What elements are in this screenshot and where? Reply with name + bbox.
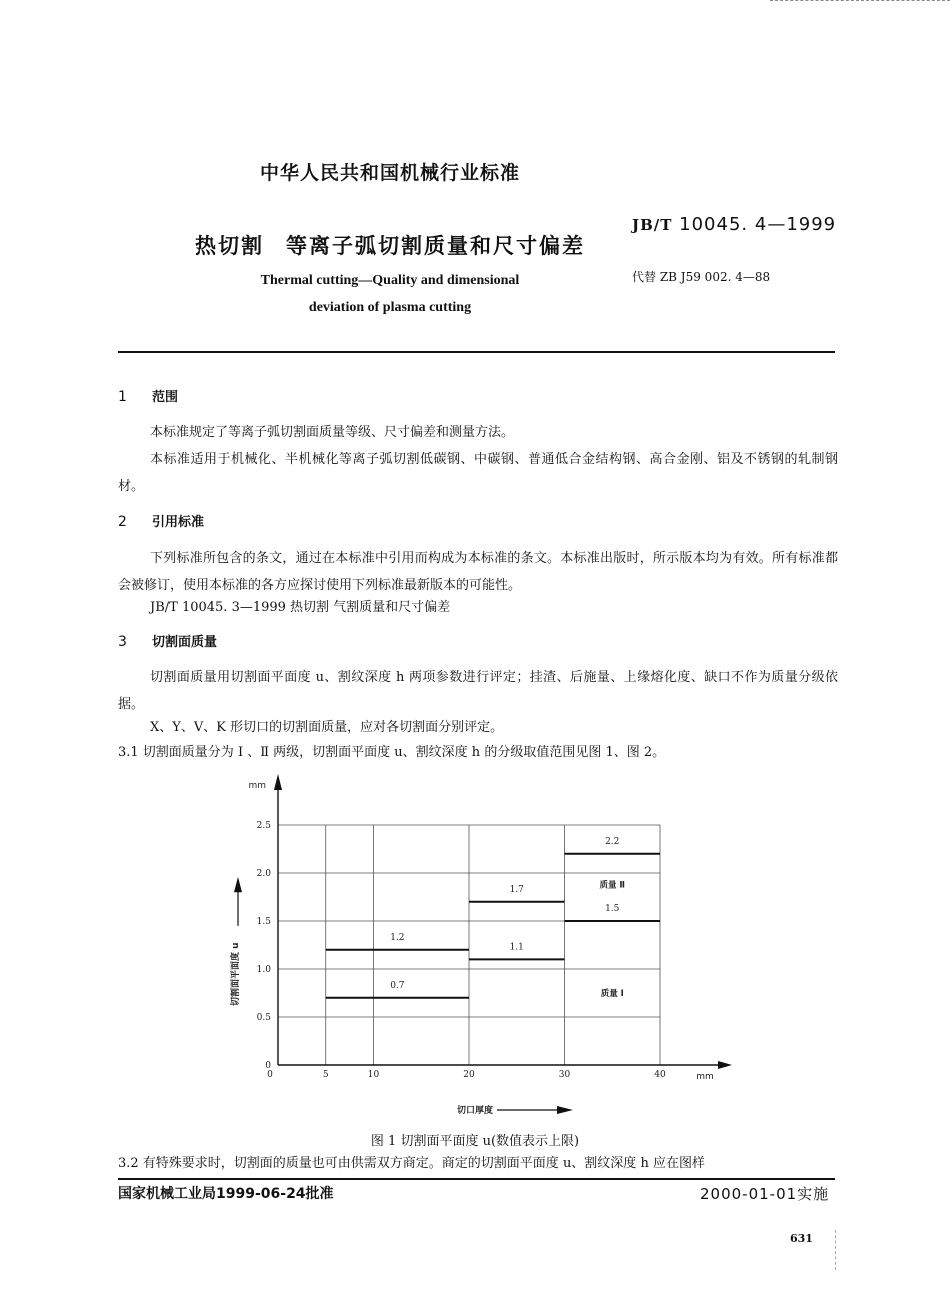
title-en-line2: deviation of plasma cutting (308, 300, 472, 315)
x-tick-label: 30 (558, 1070, 571, 1080)
section-1-para-2: 本标准适用于机械化、半机械化等离子弧切割低碳钢、中碳钢、普通低合金结构钢、高合金刚、铝及不锈钢的轧制钢材。 (118, 452, 838, 494)
data-label: 2.2 (605, 836, 620, 847)
section-1-para-1: 本标准规定了等离子弧切割面质量等级、尺寸偏差和测量方法。 (150, 425, 515, 440)
title-en-line1: Thermal cutting—Quality and dimensional (260, 273, 520, 288)
x-tick-label: 0 (267, 1070, 273, 1080)
approval-date: 国家机械工业局1999-06-24批准 (118, 1186, 334, 1202)
section-2-number: 2 (118, 514, 127, 530)
section-3-number: 3 (118, 634, 127, 650)
y-tick-label: 2.5 (256, 821, 271, 831)
y-tick-label: 2.0 (256, 869, 271, 879)
figure-1-chart (205, 770, 735, 1130)
x-tick-label: 40 (654, 1070, 666, 1080)
section-3-para-2: X、Y、V、K 形切口的切割面质量，应对各切割面分别评定。 (150, 720, 504, 735)
standard-number-value: 10045. 4—1999 (679, 214, 837, 235)
data-label: 0.7 (390, 980, 405, 991)
standard-prefix: JB/T (632, 216, 673, 234)
x-tick-label: 5 (322, 1070, 329, 1080)
y-tick-label: 1.5 (256, 917, 271, 927)
title-cn-part1: 热切割 (195, 234, 264, 258)
x-tick-label: 20 (463, 1070, 475, 1080)
section-3-1: 3.1 切割面质量分为 Ⅰ 、Ⅱ 两级，切割面平面度 u、割纹深度 h 的分级取值范围见图 1、图 2。 (118, 745, 666, 760)
page-number: 631 (790, 1232, 813, 1245)
replaces-standard: 代替 ZB J59 002. 4—88 (632, 270, 771, 284)
implementation-date: 2000-01-01实施 (700, 1185, 830, 1203)
y-tick-label: 0 (265, 1061, 271, 1071)
region-label-quality-1: 质量 Ⅰ (600, 988, 624, 999)
section-3-para-1: 切割面质量用切割面平面度 u、割纹深度 h 两项参数进行评定；挂渣、后施量、上缘熔化度、缺口不作为质量分级依据。 (118, 670, 838, 712)
x-axis-arrow (718, 1061, 732, 1069)
y-tick-label: 1.0 (256, 965, 271, 975)
data-label: 1.7 (509, 884, 524, 895)
x-axis-title: 切口厚度 (456, 1106, 493, 1116)
scan-top-line (770, 0, 950, 2)
ministry-header: 中华人民共和国机械行业标准 (259, 162, 520, 184)
section-2-heading (118, 511, 204, 530)
y-axis-title-arrow-head (234, 877, 242, 892)
section-2-reference: JB/T 10045. 3—1999 热切割 气割质量和尺寸偏差 (150, 600, 451, 615)
y-axis-arrow (274, 774, 282, 790)
footer-rule (118, 1178, 835, 1180)
section-3-2: 3.2 有特殊要求时，切割面的质量也可由供需双方商定。商定的切割面平面度 u、割纹深度 h 应在图样 (118, 1156, 705, 1171)
section-3-heading (118, 631, 217, 650)
region-label-quality-2: 质量 Ⅱ (599, 880, 626, 891)
title-cn-part2: 等离子弧切割质量和尺寸偏差 (286, 234, 585, 258)
section-1-number: 1 (118, 389, 127, 405)
data-label: 1.5 (605, 904, 620, 914)
section-1-title: 范围 (152, 390, 179, 405)
section-2-para-1: 下列标准所包含的条文，通过在本标准中引用而构成为本标准的条文。本标准出版时，所示版本均为有效。所有标准都会被修订，使用本标准的各方应探讨使用下列标准最新版本的可能性。 (118, 551, 838, 593)
y-axis-title: 切割面平面度 u (231, 942, 241, 1006)
x-axis-title-arrow-head (557, 1106, 573, 1114)
section-1-heading (118, 386, 178, 405)
data-label: 1.2 (390, 932, 405, 943)
x-tick-label: 10 (367, 1070, 380, 1080)
title-chinese (0, 230, 780, 260)
section-3-title: 切割面质量 (152, 635, 218, 650)
y-tick-label: 0.5 (256, 1013, 271, 1023)
margin-dash (835, 1230, 837, 1270)
y-unit-label: mm (248, 781, 266, 791)
x-unit-label: mm (696, 1072, 714, 1082)
data-label: 1.1 (509, 942, 524, 953)
section-2-title: 引用标准 (152, 515, 205, 530)
header-rule (118, 351, 835, 353)
figure-1-caption: 图 1 切割面平面度 u(数值表示上限) (370, 1134, 580, 1149)
